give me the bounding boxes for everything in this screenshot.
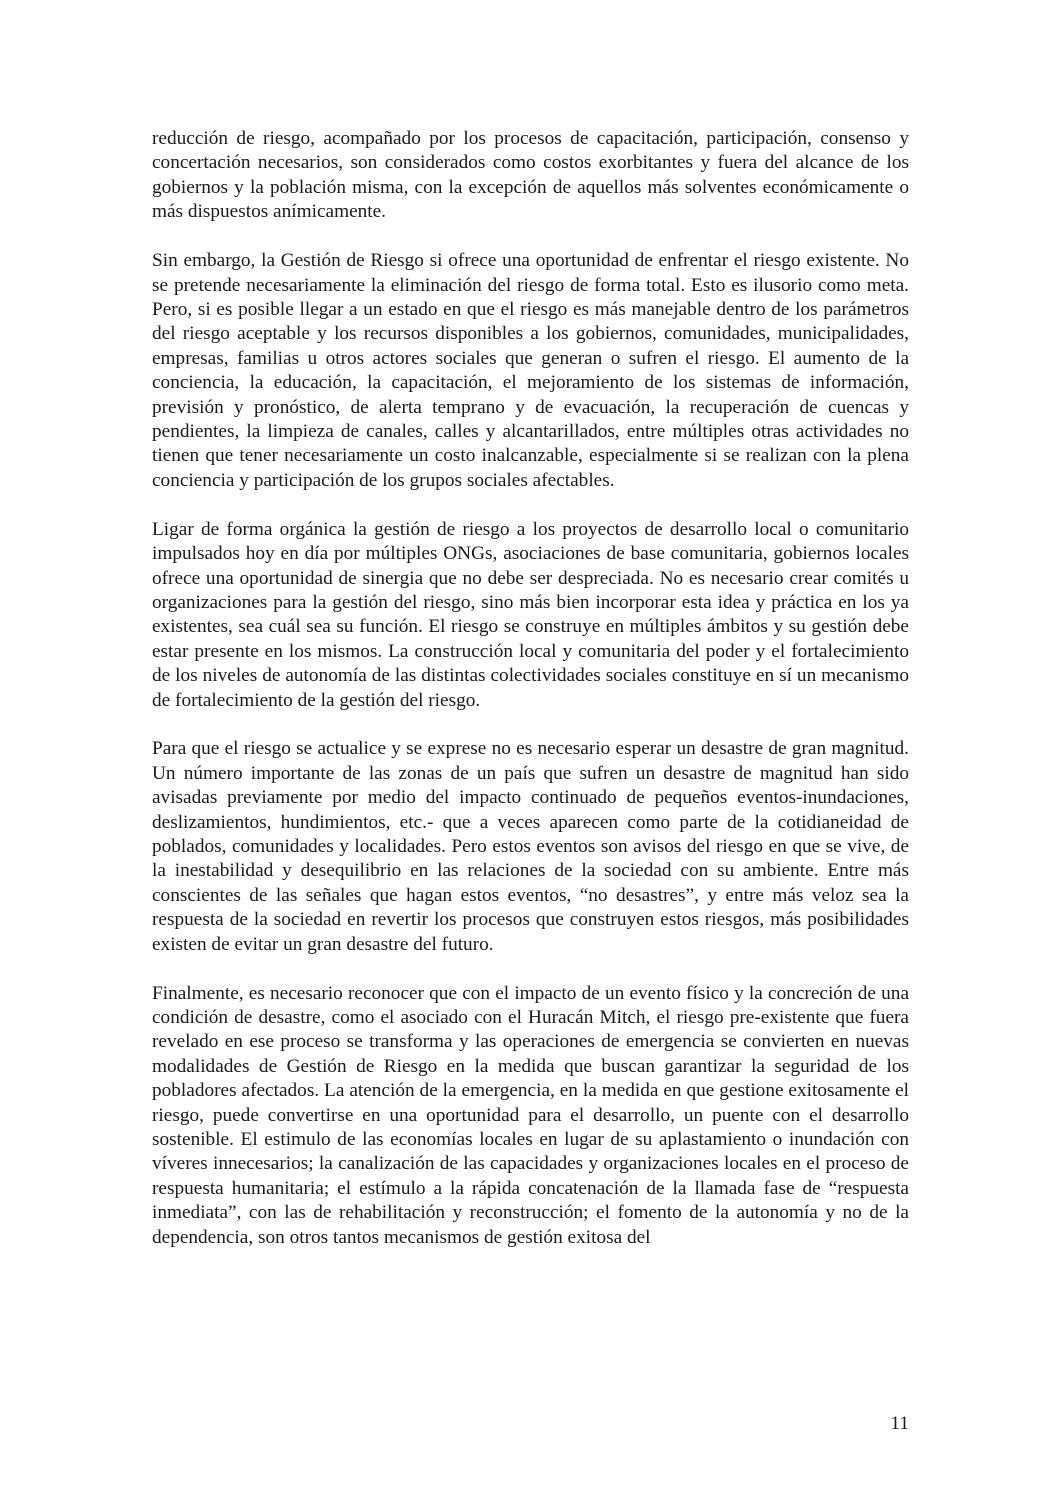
page-body (152, 127, 909, 1275)
paragraph-3: Ligar de forma orgánica la gestión de riesgo a los proyectos de desarrollo local o comunitario impulsados hoy en día por múltiples ONGs, asociaciones de base comunitaria, gobiernos locales ofrece una oportunidad de sinergia que no debe ser despreciada. No es necesario crear comités u organizaciones para la gestión del riesgo, sino más bien incorporar esta idea y práctica en los ya existentes, sea cuál sea su función. El riesgo se construye en múltiples ámbitos y su gestión debe estar presente en los mismos. La construcción local y comunitaria del poder y el fortalecimiento de los niveles de autonomía de las distintas colectividades sociales constituye en sí un mecanismo de fortalecimiento de la gestión del riesgo. (152, 518, 909, 711)
paragraph-5: Finalmente, es necesario reconocer que con el impacto de un evento físico y la concreción de una condición de desastre, como el asociado con el Huracán Mitch, el riesgo pre-existente que fuera revelado en ese proceso se transforma y las operaciones de emergencia se convierten en nuevas modalidades de Gestión de Riesgo en la medida que buscan garantizar la seguridad de los pobladores afectados. La atención de la emergencia, en la medida en que gestione exitosamente el riesgo, puede convertirse en una oportunidad para el desarrollo, un puente con el desarrollo sostenible. El estimulo de las economías locales en lugar de su aplastamiento o inundación con víveres innecesarios; la canalización de las capacidades y organizaciones locales en el proceso de respuesta humanitaria; el estímulo a la rápida concatenación de la llamada fase de “respuesta inmediata”, con las de rehabilitación y reconstrucción; el fomento de la autonomía y no de la dependencia, son otros tantos mecanismos de gestión exitosa del (152, 982, 909, 1248)
paragraph-2: Sin embargo, la Gestión de Riesgo si ofrece una oportunidad de enfrentar el riesgo existente. No se pretende necesariamente la eliminación del riesgo de forma total. Esto es ilusorio como meta. Pero, si es posible llegar a un estado en que el riesgo es más manejable dentro de los parámetros del riesgo aceptable y los recursos disponibles a los gobiernos, comunidades, municipalidades, empresas, familias u otros actores sociales que generan o sufren el riesgo. El aumento de la conciencia, la educación, la capacitación, el mejoramiento de los sistemas de información, previsión y pronóstico, de alerta temprano y de evacuación, la recuperación de cuencas y pendientes, la limpieza de canales, calles y alcantarillados, entre múltiples otras actividades no tienen que tener necesariamente un costo inalcanzable, especialmente si se realizan con la plena conciencia y participación de los grupos sociales afectables. (152, 250, 909, 491)
paragraph-1: reducción de riesgo, acompañado por los procesos de capacitación, participación, consenso y concertación necesarios, son considerados como costos exorbitantes y fuera del alcance de los gobiernos y la población misma, con la excepción de aquellos más solventes económicamente o más dispuestos anímicamente. (152, 128, 909, 223)
paragraph-4: Para que el riesgo se actualice y se exprese no es necesario esperar un desastre de gran magnitud. Un número importante de las zonas de un país que sufren un desastre de magnitud han sido avisadas previamente por medio del impacto continuado de pequeños eventos-inundaciones, deslizamientos, hundimientos, etc.- que a veces aparecen como parte de la cotidianeidad de poblados, comunidades y localidades. Pero estos eventos son avisos del riesgo en que se vive, de la inestabilidad y desequilibrio en las relaciones de la sociedad con su ambiente. Entre más conscientes de las señales que hagan estos eventos, “no desastres”, y entre más veloz sea la respuesta de la sociedad en revertir los procesos que construyen estos riesgos, más posibilidades existen de evitar un gran desastre del futuro. (152, 738, 909, 955)
page-number: 11 (890, 1413, 909, 1434)
